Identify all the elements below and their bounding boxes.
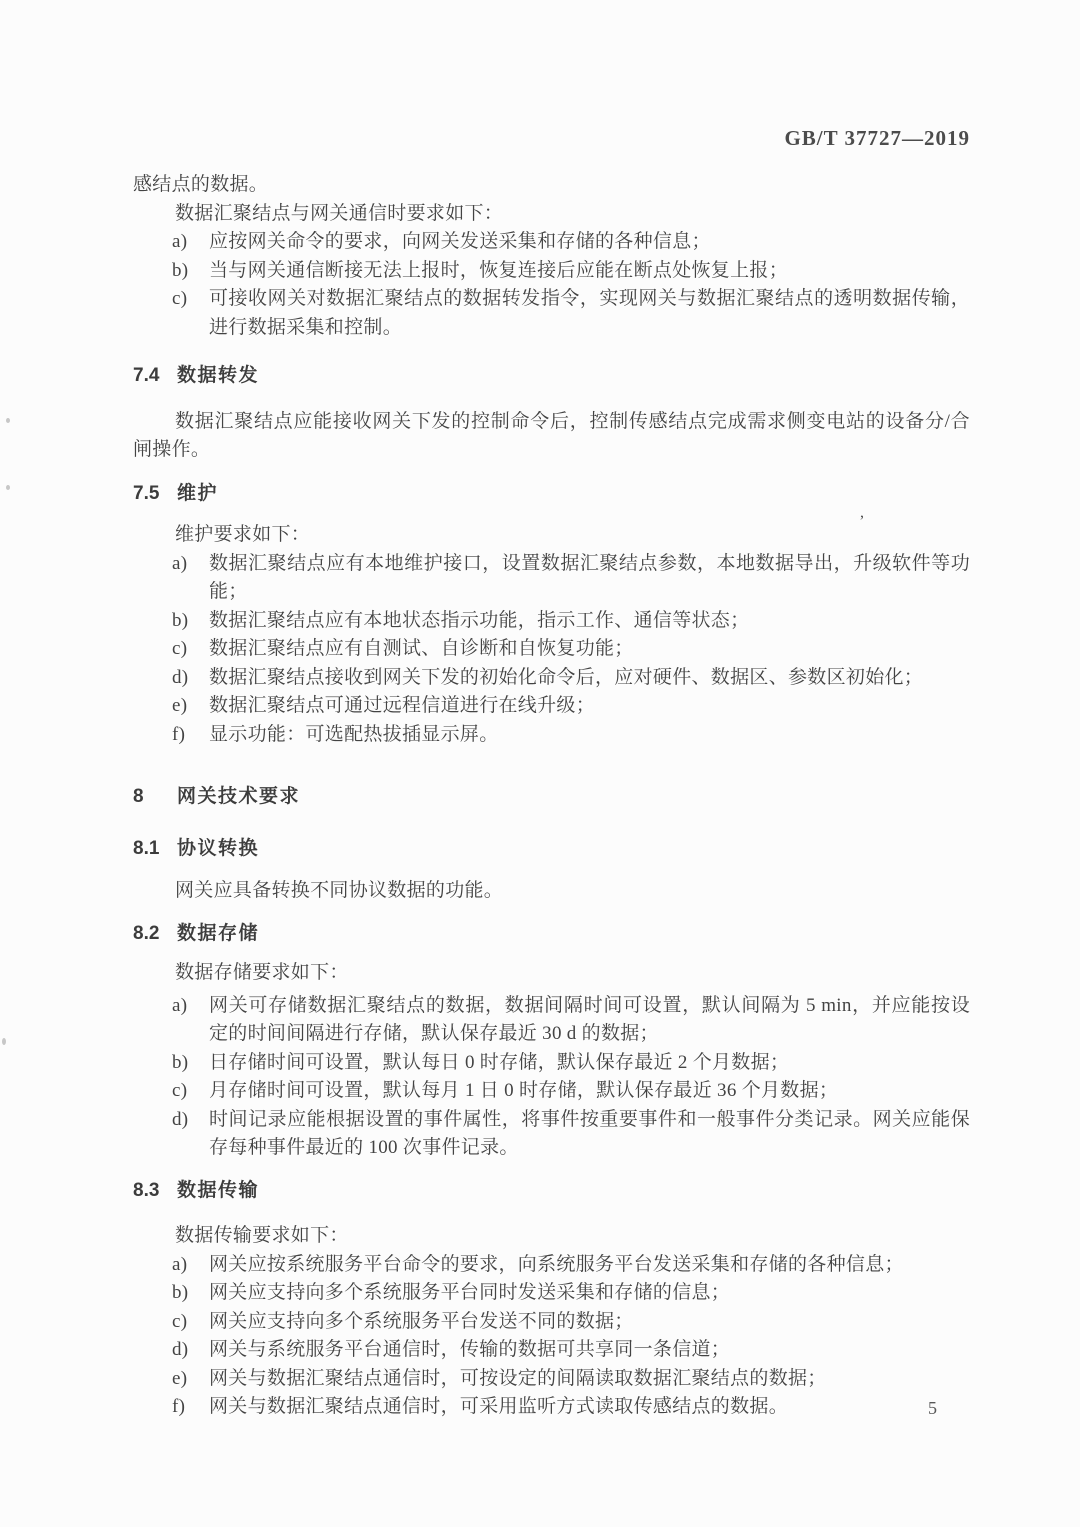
list-item-text: 数据汇聚结点可通过远程信道进行在线升级； [209, 695, 596, 716]
list-item-text: 显示功能：可选配热拔插显示屏。 [209, 723, 499, 745]
list-item-label: c) [172, 638, 188, 659]
list-item-text: 可接收网关对数据汇聚结点的数据转发指令，实现网关与数据汇聚结点的透明数据传输，进行数据采集和控制。 [209, 288, 970, 338]
scan-speck [6, 485, 10, 490]
section-number: 7.4 [133, 365, 160, 386]
page-number: 5 [928, 1398, 937, 1418]
list-item-label: a) [172, 231, 188, 252]
page-header [784, 126, 970, 151]
list-item-text: 网关应按系统服务平台命令的要求，向系统服务平台发送采集和存储的各种信息； [209, 1253, 904, 1275]
list-item-label: a) [172, 994, 188, 1016]
section-paragraph: 网关应具备转换不同协议数据的功能。 [175, 880, 504, 901]
section-lead: 数据存储要求如下： [175, 962, 349, 983]
section-title: 数据存储 [177, 922, 260, 944]
section-title: 维护 [177, 482, 219, 504]
list-item-label: e) [172, 1367, 188, 1389]
section-title: 协议转换 [177, 837, 260, 859]
list-item [172, 550, 970, 607]
list-item [172, 692, 970, 721]
section-paragraph: 数据汇聚结点应能接收网关下发的控制命令后，控制传感结点完成需求侧变电站的设备分/合闸操作。 [133, 410, 970, 460]
list-item-text: 网关应支持向多个系统服务平台发送不同的数据； [209, 1310, 634, 1332]
list-item [172, 257, 970, 286]
list-item [172, 635, 970, 664]
section-title: 数据传输 [177, 1179, 260, 1201]
list-item-text: 网关可存储数据汇聚结点的数据，数据间隔时间可设置，默认间隔为 5 min，并应能按设定的时间间隔进行存储，默认保存最近 30 d 的数据； [209, 994, 970, 1044]
list-item-text: 网关与数据汇聚结点通信时，可按设定的间隔读取数据汇聚结点的数据； [209, 1367, 827, 1389]
storage-requirement-list [172, 992, 970, 1163]
list-item-label: b) [172, 1051, 189, 1073]
list-item-label: b) [172, 259, 189, 281]
scan-speck [6, 418, 10, 423]
list-item [172, 1393, 970, 1422]
list-item-text: 时间记录应能根据设置的事件属性，将事件按重要事件和一般事件分类记录。网关应能保存每种事件最近的 100 次事件记录。 [209, 1108, 970, 1158]
chapter-number: 8 [133, 786, 144, 807]
section-heading-7-5 [133, 480, 970, 509]
list-item-label: f) [172, 1396, 186, 1417]
section-heading-8-1 [133, 835, 970, 864]
document-body [133, 171, 970, 1422]
list-item [172, 1049, 970, 1078]
section-lead: 维护要求如下： [175, 524, 311, 545]
list-item-text: 网关与数据汇聚结点通信时，可采用监听方式读取传感结点的数据。 [209, 1396, 789, 1417]
scan-stray-mark: , [860, 504, 864, 521]
section-heading-8-3 [133, 1177, 970, 1206]
list-item [172, 992, 970, 1049]
list-item-label: d) [172, 666, 189, 688]
list-item-label: b) [172, 609, 189, 631]
list-item-text: 月存储时间可设置，默认每月 1 日 0 时存储，默认保存最近 36 个月数据； [209, 1080, 839, 1101]
section-number: 8.2 [133, 922, 160, 944]
list-item [172, 664, 970, 693]
chapter-heading-8 [133, 783, 970, 812]
list-item [172, 1365, 970, 1394]
paragraph-continuation: 感结点的数据。 [133, 174, 269, 195]
scan-speck [2, 1038, 6, 1045]
list-item-label: c) [172, 1310, 188, 1332]
section-heading-8-2 [133, 920, 970, 949]
list-item-label: a) [172, 1253, 188, 1275]
section-lead: 数据传输要求如下： [175, 1225, 349, 1246]
list-item-text: 数据汇聚结点应有本地状态指示功能，指示工作、通信等状态； [209, 609, 750, 631]
list-item-text: 数据汇聚结点应有本地维护接口，设置数据汇聚结点参数，本地数据导出，升级软件等功能； [209, 552, 970, 602]
intro-requirement-list [172, 228, 970, 342]
list-item [172, 1308, 970, 1337]
list-item-label: d) [172, 1339, 189, 1360]
list-item [172, 1336, 970, 1365]
list-item-label: b) [172, 1282, 189, 1303]
list-item-text: 网关应支持向多个系统服务平台同时发送采集和存储的信息； [209, 1282, 731, 1303]
list-item [172, 1279, 970, 1308]
transmission-requirement-list [172, 1251, 970, 1422]
list-item [172, 607, 970, 636]
chapter-title: 网关技术要求 [177, 786, 301, 807]
list-item-label: a) [172, 552, 188, 574]
list-item [172, 1077, 970, 1106]
maintenance-requirement-list [172, 550, 970, 750]
list-item [172, 1106, 970, 1163]
list-item-text: 日存储时间可设置，默认每日 0 时存储，默认保存最近 2 个月数据； [209, 1051, 790, 1073]
list-item-label: c) [172, 1080, 188, 1101]
list-item [172, 1251, 970, 1280]
list-item-text: 数据汇聚结点应有自测试、自诊断和自恢复功能； [209, 638, 634, 659]
list-item-text: 当与网关通信断接无法上报时，恢复连接后应能在断点处恢复上报； [209, 259, 789, 281]
list-item [172, 228, 970, 257]
section-number: 8.1 [133, 837, 160, 859]
list-item-label: e) [172, 695, 188, 716]
intro-lead: 数据汇聚结点与网关通信时要求如下： [175, 202, 504, 224]
list-item [172, 285, 970, 342]
list-item-text: 应按网关命令的要求，向网关发送采集和存储的各种信息； [209, 231, 711, 252]
section-number: 7.5 [133, 482, 160, 504]
doc-number: GB/T 37727—2019 [784, 126, 970, 150]
section-heading-7-4 [133, 362, 970, 391]
list-item-label: c) [172, 288, 188, 309]
list-item-text: 数据汇聚结点接收到网关下发的初始化命令后，应对硬件、数据区、参数区初始化； [209, 666, 924, 688]
section-title: 数据转发 [177, 365, 260, 386]
list-item-label: f) [172, 723, 186, 745]
list-item [172, 721, 970, 750]
list-item-text: 网关与系统服务平台通信时，传输的数据可共享同一条信道； [209, 1339, 731, 1360]
list-item-label: d) [172, 1108, 189, 1130]
section-number: 8.3 [133, 1179, 160, 1201]
